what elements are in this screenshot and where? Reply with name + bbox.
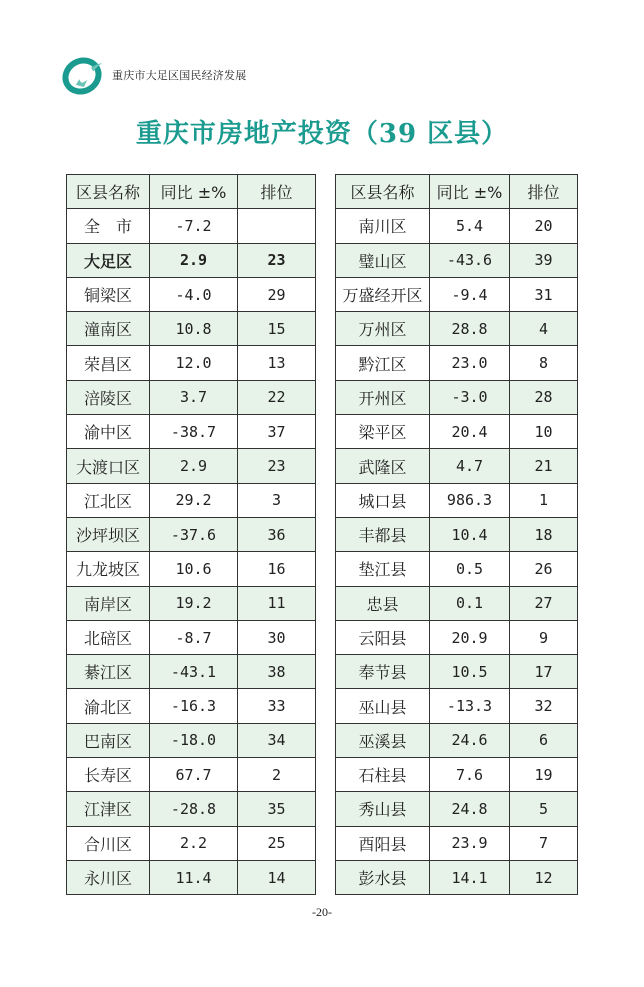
district-name-cell: 石柱县 bbox=[336, 758, 430, 792]
column-header-yoy: 同比 ±% bbox=[430, 175, 510, 209]
table-row bbox=[336, 689, 578, 723]
rank-cell: 23 bbox=[238, 449, 316, 483]
rank-cell: 20 bbox=[510, 209, 578, 243]
rank-cell: 39 bbox=[510, 243, 578, 277]
rank-cell: 32 bbox=[510, 689, 578, 723]
rank-cell: 25 bbox=[238, 826, 316, 860]
table-row bbox=[67, 826, 316, 860]
yoy-change-cell: -37.6 bbox=[150, 517, 238, 551]
district-name-cell: 綦江区 bbox=[67, 655, 150, 689]
rank-cell: 27 bbox=[510, 586, 578, 620]
rank-cell: 35 bbox=[238, 792, 316, 826]
district-name-cell: 南川区 bbox=[336, 209, 430, 243]
district-name-cell: 黔江区 bbox=[336, 346, 430, 380]
table-row bbox=[67, 415, 316, 449]
yoy-change-cell: 11.4 bbox=[150, 860, 238, 894]
rank-cell: 37 bbox=[238, 415, 316, 449]
rank-cell: 22 bbox=[238, 380, 316, 414]
rank-cell: 10 bbox=[510, 415, 578, 449]
yoy-change-cell: 14.1 bbox=[430, 860, 510, 894]
yoy-change-cell: 20.4 bbox=[430, 415, 510, 449]
table-row bbox=[336, 552, 578, 586]
rank-cell: 17 bbox=[510, 655, 578, 689]
yoy-change-cell: 4.7 bbox=[430, 449, 510, 483]
table-row bbox=[67, 586, 316, 620]
rank-cell: 5 bbox=[510, 792, 578, 826]
rank-cell: 38 bbox=[238, 655, 316, 689]
table-row bbox=[336, 209, 578, 243]
yoy-change-cell: 2.2 bbox=[150, 826, 238, 860]
table-row bbox=[67, 380, 316, 414]
rank-cell: 9 bbox=[510, 620, 578, 654]
yoy-change-cell: 19.2 bbox=[150, 586, 238, 620]
yoy-change-cell: 10.8 bbox=[150, 312, 238, 346]
rank-cell: 11 bbox=[238, 586, 316, 620]
rank-cell: 2 bbox=[238, 758, 316, 792]
district-name-cell: 涪陵区 bbox=[67, 380, 150, 414]
yoy-change-cell: -28.8 bbox=[150, 792, 238, 826]
yoy-change-cell: 2.9 bbox=[150, 243, 238, 277]
column-header-rank: 排位 bbox=[238, 175, 316, 209]
yoy-change-cell: 986.3 bbox=[430, 483, 510, 517]
page-number: -20- bbox=[312, 905, 332, 919]
yoy-change-cell: 28.8 bbox=[430, 312, 510, 346]
district-name-cell: 酉阳县 bbox=[336, 826, 430, 860]
rank-cell: 26 bbox=[510, 552, 578, 586]
table-row bbox=[336, 620, 578, 654]
rank-cell: 18 bbox=[510, 517, 578, 551]
table-row bbox=[67, 449, 316, 483]
rank-cell: 19 bbox=[510, 758, 578, 792]
yoy-change-cell: -3.0 bbox=[430, 380, 510, 414]
district-name-cell: 武隆区 bbox=[336, 449, 430, 483]
table-row bbox=[67, 483, 316, 517]
table-row bbox=[336, 826, 578, 860]
column-header-rank: 排位 bbox=[510, 175, 578, 209]
rank-cell: 21 bbox=[510, 449, 578, 483]
yoy-change-cell: -9.4 bbox=[430, 277, 510, 311]
table-row bbox=[67, 689, 316, 723]
district-name-cell: 万州区 bbox=[336, 312, 430, 346]
district-name-cell: 秀山县 bbox=[336, 792, 430, 826]
yoy-change-cell: -38.7 bbox=[150, 415, 238, 449]
table-row bbox=[67, 209, 316, 243]
district-name-cell: 梁平区 bbox=[336, 415, 430, 449]
district-name-cell: 彭水县 bbox=[336, 860, 430, 894]
yoy-change-cell: -4.0 bbox=[150, 277, 238, 311]
table-row bbox=[67, 517, 316, 551]
rank-cell: 3 bbox=[238, 483, 316, 517]
table-row bbox=[67, 655, 316, 689]
table-row bbox=[67, 758, 316, 792]
district-name-cell: 忠县 bbox=[336, 586, 430, 620]
yoy-change-cell: 0.1 bbox=[430, 586, 510, 620]
district-name-cell: 永川区 bbox=[67, 860, 150, 894]
district-name-cell: 潼南区 bbox=[67, 312, 150, 346]
table-row bbox=[67, 312, 316, 346]
rank-cell: 23 bbox=[238, 243, 316, 277]
table-row bbox=[336, 243, 578, 277]
yoy-change-cell: -8.7 bbox=[150, 620, 238, 654]
rank-cell: 12 bbox=[510, 860, 578, 894]
table-right bbox=[335, 174, 578, 895]
yoy-change-cell: 10.6 bbox=[150, 552, 238, 586]
district-name-cell: 渝中区 bbox=[67, 415, 150, 449]
yoy-change-cell: 23.9 bbox=[430, 826, 510, 860]
rank-cell: 6 bbox=[510, 723, 578, 757]
yoy-change-cell: 10.4 bbox=[430, 517, 510, 551]
rank-cell: 30 bbox=[238, 620, 316, 654]
yoy-change-cell: 23.0 bbox=[430, 346, 510, 380]
table-row bbox=[67, 243, 316, 277]
yoy-change-cell: 7.6 bbox=[430, 758, 510, 792]
district-name-cell: 云阳县 bbox=[336, 620, 430, 654]
table-row bbox=[67, 552, 316, 586]
rank-cell: 13 bbox=[238, 346, 316, 380]
district-name-cell: 南岸区 bbox=[67, 586, 150, 620]
district-name-cell: 长寿区 bbox=[67, 758, 150, 792]
district-name-cell: 江北区 bbox=[67, 483, 150, 517]
table-row bbox=[336, 860, 578, 894]
district-name-cell: 奉节县 bbox=[336, 655, 430, 689]
table-row bbox=[67, 723, 316, 757]
district-name-cell: 大足区 bbox=[67, 243, 150, 277]
table-row bbox=[67, 792, 316, 826]
column-header-name: 区县名称 bbox=[67, 175, 150, 209]
table-row bbox=[67, 620, 316, 654]
rank-cell: 16 bbox=[238, 552, 316, 586]
yoy-change-cell: 29.2 bbox=[150, 483, 238, 517]
district-name-cell: 合川区 bbox=[67, 826, 150, 860]
district-name-cell: 璧山区 bbox=[336, 243, 430, 277]
page-title: 重庆市房地产投资（39 区县） bbox=[135, 119, 509, 149]
column-header-name: 区县名称 bbox=[336, 175, 430, 209]
table-row bbox=[336, 277, 578, 311]
table-header-row bbox=[336, 175, 578, 209]
yoy-change-cell: 12.0 bbox=[150, 346, 238, 380]
rank-cell: 31 bbox=[510, 277, 578, 311]
district-name-cell: 铜梁区 bbox=[67, 277, 150, 311]
table-row bbox=[336, 346, 578, 380]
table-row bbox=[336, 655, 578, 689]
yoy-change-cell: 5.4 bbox=[430, 209, 510, 243]
table-row bbox=[336, 312, 578, 346]
table-row bbox=[67, 277, 316, 311]
yoy-change-cell: 67.7 bbox=[150, 758, 238, 792]
district-name-cell: 垫江县 bbox=[336, 552, 430, 586]
table-row bbox=[336, 449, 578, 483]
yoy-change-cell: -43.6 bbox=[430, 243, 510, 277]
yoy-change-cell: 10.5 bbox=[430, 655, 510, 689]
district-name-cell: 巴南区 bbox=[67, 723, 150, 757]
district-name-cell: 开州区 bbox=[336, 380, 430, 414]
yoy-change-cell: -7.2 bbox=[150, 209, 238, 243]
district-name-cell: 北碚区 bbox=[67, 620, 150, 654]
district-name-cell: 万盛经开区 bbox=[336, 277, 430, 311]
table-row bbox=[67, 346, 316, 380]
rank-cell: 29 bbox=[238, 277, 316, 311]
rank-cell: 34 bbox=[238, 723, 316, 757]
district-name-cell: 全 市 bbox=[67, 209, 150, 243]
yoy-change-cell: 2.9 bbox=[150, 449, 238, 483]
district-name-cell: 沙坪坝区 bbox=[67, 517, 150, 551]
column-header-yoy: 同比 ±% bbox=[150, 175, 238, 209]
header-org-name: 重庆市大足区国民经济发展 bbox=[112, 69, 247, 82]
page-header bbox=[62, 55, 246, 95]
table-row bbox=[336, 792, 578, 826]
yoy-change-cell: 20.9 bbox=[430, 620, 510, 654]
yoy-change-cell: 0.5 bbox=[430, 552, 510, 586]
rank-cell: 7 bbox=[510, 826, 578, 860]
table-row bbox=[336, 483, 578, 517]
district-name-cell: 丰都县 bbox=[336, 517, 430, 551]
table-row bbox=[336, 586, 578, 620]
district-name-cell: 大渡口区 bbox=[67, 449, 150, 483]
yoy-change-cell: 24.8 bbox=[430, 792, 510, 826]
table-row bbox=[67, 860, 316, 894]
rank-cell: 28 bbox=[510, 380, 578, 414]
table-left bbox=[66, 174, 316, 895]
table-row bbox=[336, 758, 578, 792]
yoy-change-cell: -18.0 bbox=[150, 723, 238, 757]
district-name-cell: 渝北区 bbox=[67, 689, 150, 723]
district-name-cell: 城口县 bbox=[336, 483, 430, 517]
rank-cell: 14 bbox=[238, 860, 316, 894]
rank-cell: 33 bbox=[238, 689, 316, 723]
district-name-cell: 巫山县 bbox=[336, 689, 430, 723]
table-header-row bbox=[67, 175, 316, 209]
table-row bbox=[336, 517, 578, 551]
rank-cell: 36 bbox=[238, 517, 316, 551]
rank-cell: 15 bbox=[238, 312, 316, 346]
district-name-cell: 巫溪县 bbox=[336, 723, 430, 757]
yoy-change-cell: 24.6 bbox=[430, 723, 510, 757]
logo-icon bbox=[62, 55, 106, 95]
yoy-change-cell: -43.1 bbox=[150, 655, 238, 689]
rank-cell: 8 bbox=[510, 346, 578, 380]
district-name-cell: 荣昌区 bbox=[67, 346, 150, 380]
district-name-cell: 江津区 bbox=[67, 792, 150, 826]
table-row bbox=[336, 723, 578, 757]
table-row bbox=[336, 380, 578, 414]
yoy-change-cell: 3.7 bbox=[150, 380, 238, 414]
table-row bbox=[336, 415, 578, 449]
rank-cell: 1 bbox=[510, 483, 578, 517]
yoy-change-cell: -16.3 bbox=[150, 689, 238, 723]
district-name-cell: 九龙坡区 bbox=[67, 552, 150, 586]
yoy-change-cell: -13.3 bbox=[430, 689, 510, 723]
rank-cell bbox=[238, 209, 316, 243]
rank-cell: 4 bbox=[510, 312, 578, 346]
